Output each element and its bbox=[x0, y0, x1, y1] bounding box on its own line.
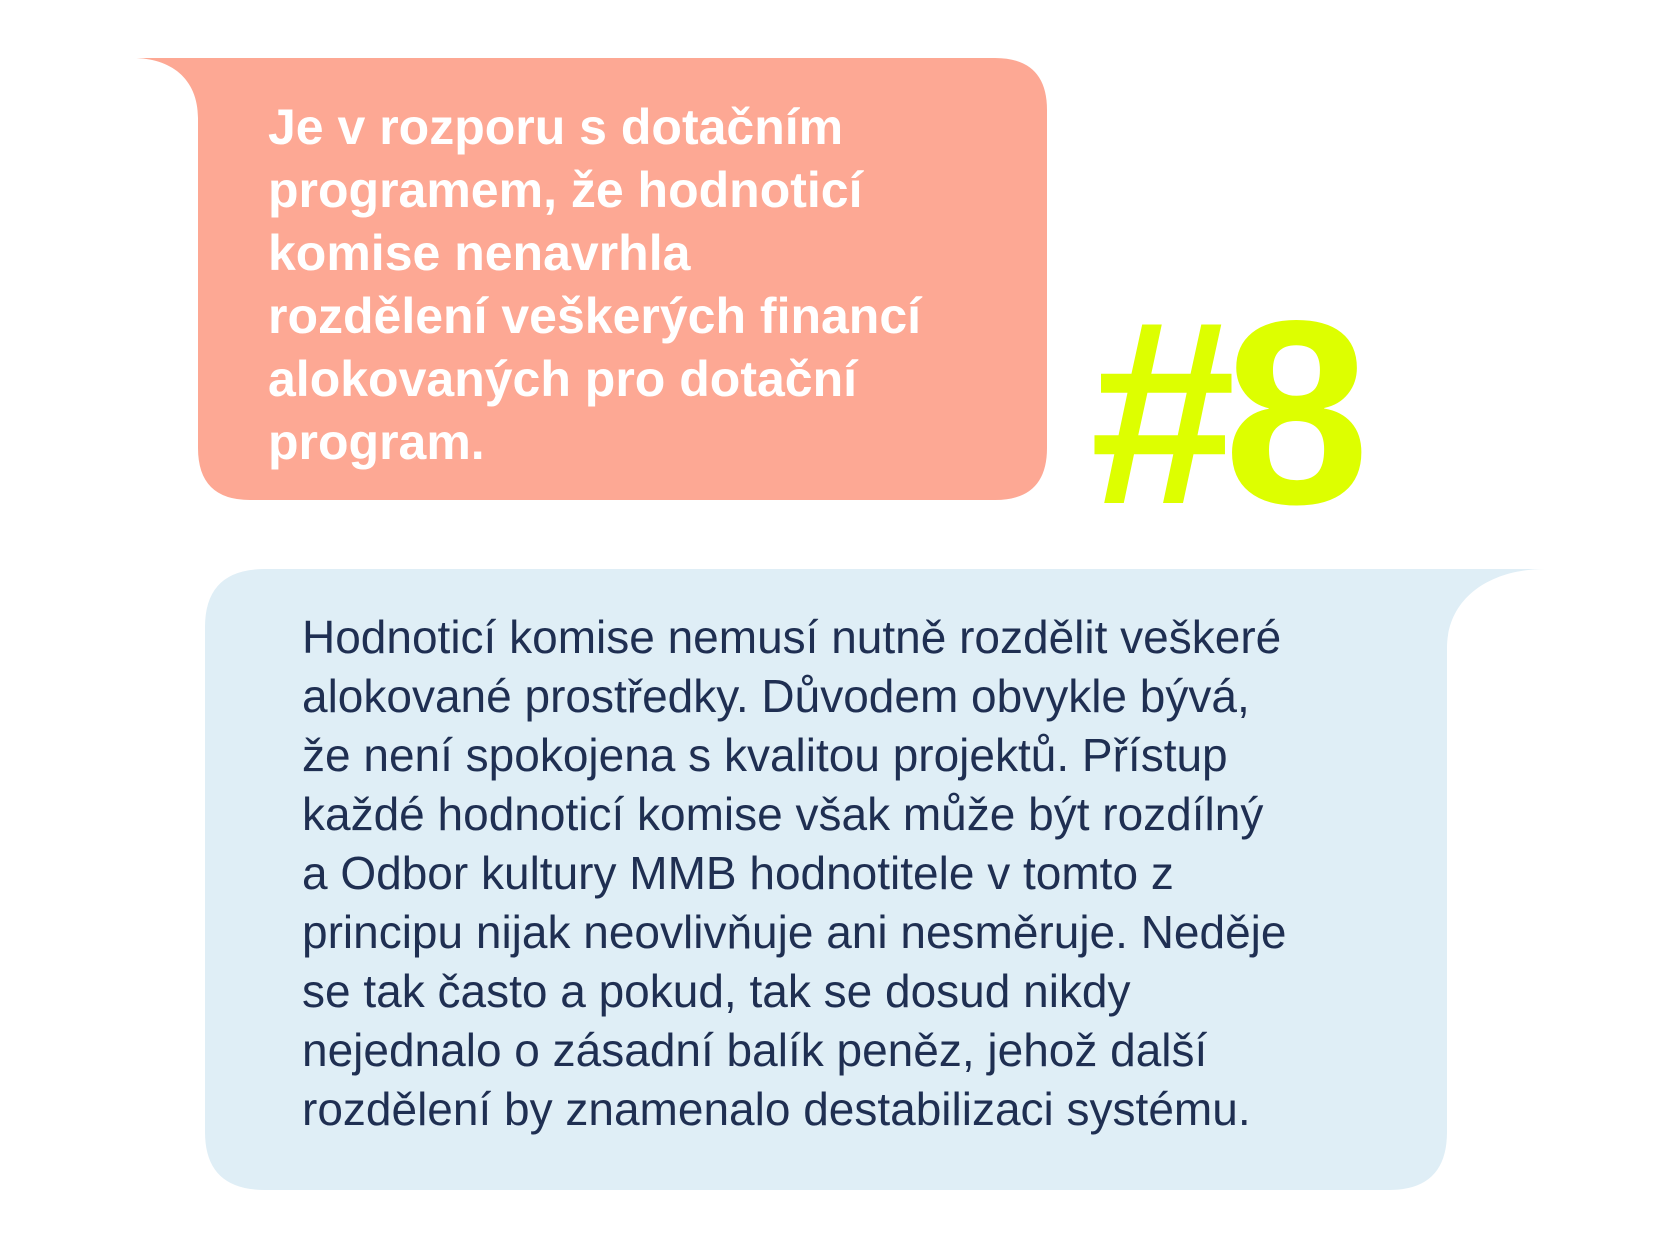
question-text: Je v rozporu s dotačním programem, že hodnoticí komise nenavrhla rozdělení veškerých financí alokovaných pro dotační program. bbox=[268, 99, 922, 470]
answer-text: Hodnoticí komise nemusí nutně rozdělit veškeré alokované prostředky. Důvodem obvykle bývá, že není spokojena s kvalitou projektů. Přístup každé hodnoticí komise však může být rozdílný a Odbor kultury MMB hodnotitele v tomto z principu nijak neovlivňuje ani nesměruje. Neděje se tak často a pokud, tak se dosud nikdy nejednalo o zásadní balík peněz, jehož další rozdělení by znamenalo destabilizaci systému. bbox=[302, 611, 1287, 1135]
number-badge: #8 bbox=[1090, 266, 1358, 559]
